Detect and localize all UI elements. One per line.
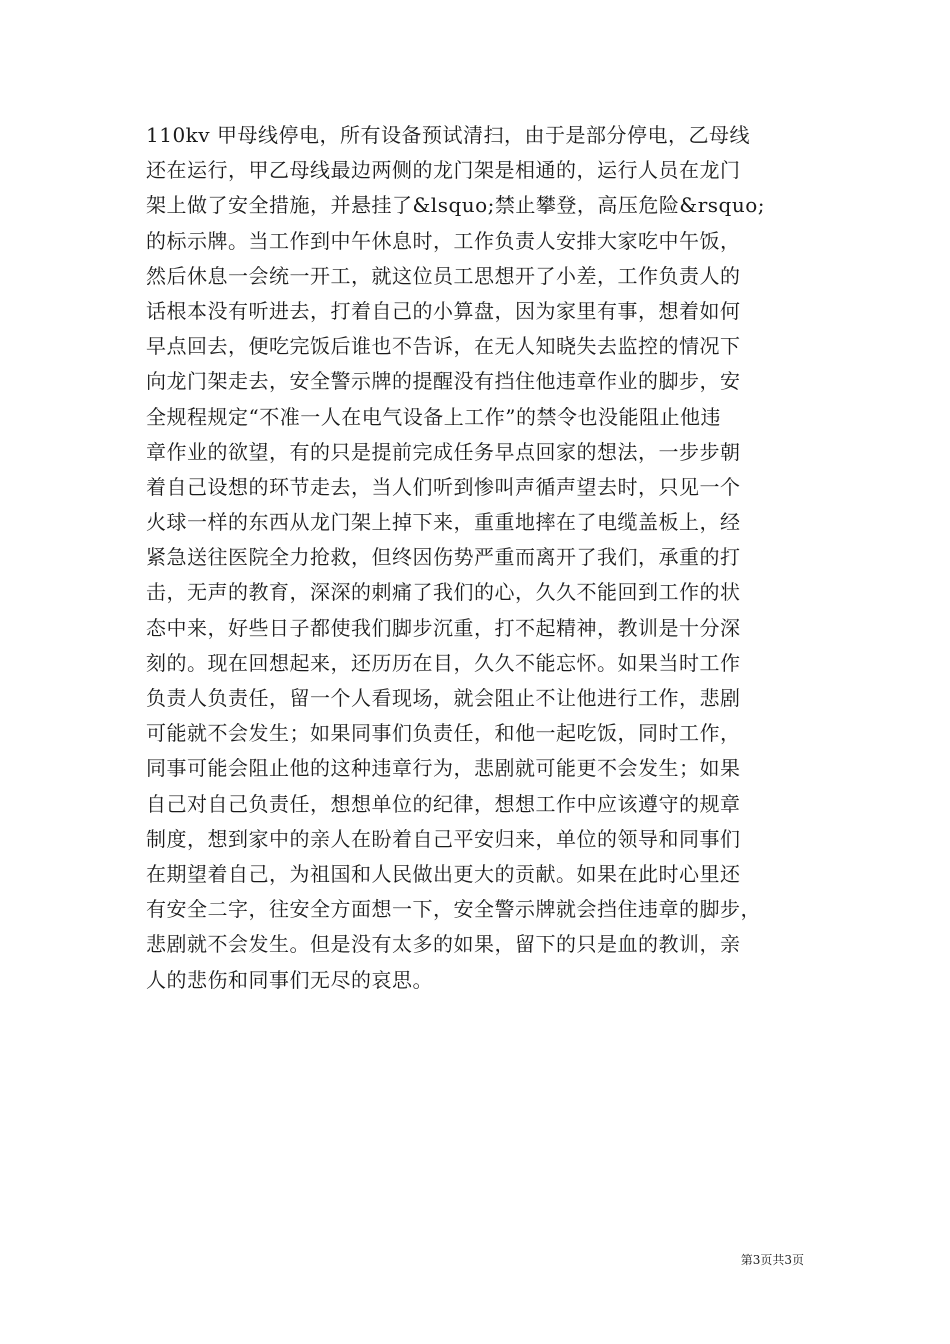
text-line: 着自己设想的环节走去，当人们听到惨叫声循声望去时，只见一个 [146, 474, 741, 499]
text-line: 的标示牌。当工作到中午休息时，工作负责人安排大家吃中午饭， [146, 228, 741, 253]
text-line: 制度，想到家中的亲人在盼着自己平安归来，单位的领导和同事们 [146, 826, 741, 851]
text-line: 全规程规定“不准一人在电气设备上工作”的禁令也没能阻止他违 [146, 404, 721, 429]
text-line: 悲剧就不会发生。但是没有太多的如果，留下的只是血的教训，亲 [146, 932, 741, 957]
text-line: 紧急送往医院全力抢救，但终因伤势严重而离开了我们，承重的打 [146, 545, 741, 570]
text-line: 然后休息一会统一开工，就这位员工思想开了小差，工作负责人的 [146, 263, 741, 288]
text-line: 还在运行，甲乙母线最边两侧的龙门架是相通的，运行人员在龙门 [146, 158, 741, 183]
text-line: 架上做了安全措施，并悬挂了&lsquo;禁止攀登，高压危险&rsquo; [146, 193, 766, 218]
text-line: 负责人负责任，留一个人看现场，就会阻止不让他进行工作，悲剧 [146, 686, 741, 710]
text-line: 刻的。现在回想起来，还历历在目，久久不能忘怀。如果当时工作 [146, 650, 741, 675]
text-line: 人的悲伤和同事们无尽的哀思。 [146, 967, 433, 992]
text-line: 章作业的欲望，有的只是提前完成任务早点回家的想法，一步步朝 [146, 439, 741, 464]
text-line: 可能就不会发生；如果同事们负责任，和他一起吃饭，同时工作， [146, 721, 741, 746]
text-line: 态中来，好些日子都使我们脚步沉重，打不起精神，教训是十分深 [146, 615, 741, 640]
text-line: 早点回去，便吃完饭后谁也不告诉，在无人知晓失去监控的情况下 [146, 334, 741, 359]
text-line: 110kv 甲母线停电，所有设备预试清扫，由于是部分停电，乙母线 [146, 123, 750, 147]
text-line: 在期望着自己，为祖国和人民做出更大的贡献。如果在此时心里还 [146, 861, 741, 886]
body-paragraph [146, 118, 826, 998]
text-line: 向龙门架走去，安全警示牌的提醒没有挡住他违章作业的脚步，安 [146, 369, 741, 394]
text-line: 同事可能会阻止他的这种违章行为，悲剧就可能更不会发生；如果 [146, 756, 741, 781]
page-number-footer: 第3页共3页 [740, 1253, 804, 1267]
text-line: 有安全二字，往安全方面想一下，安全警示牌就会挡住违章的脚步， [146, 897, 761, 922]
text-line: 火球一样的东西从龙门架上掉下来，重重地摔在了电缆盖板上，经 [146, 510, 741, 535]
text-line: 击，无声的教育，深深的刺痛了我们的心，久久不能回到工作的状 [146, 580, 741, 605]
text-line: 话根本没有听进去，打着自己的小算盘，因为家里有事，想着如何 [146, 298, 741, 323]
text-line: 自己对自己负责任，想想单位的纪律，想想工作中应该遵守的规章 [146, 791, 741, 816]
